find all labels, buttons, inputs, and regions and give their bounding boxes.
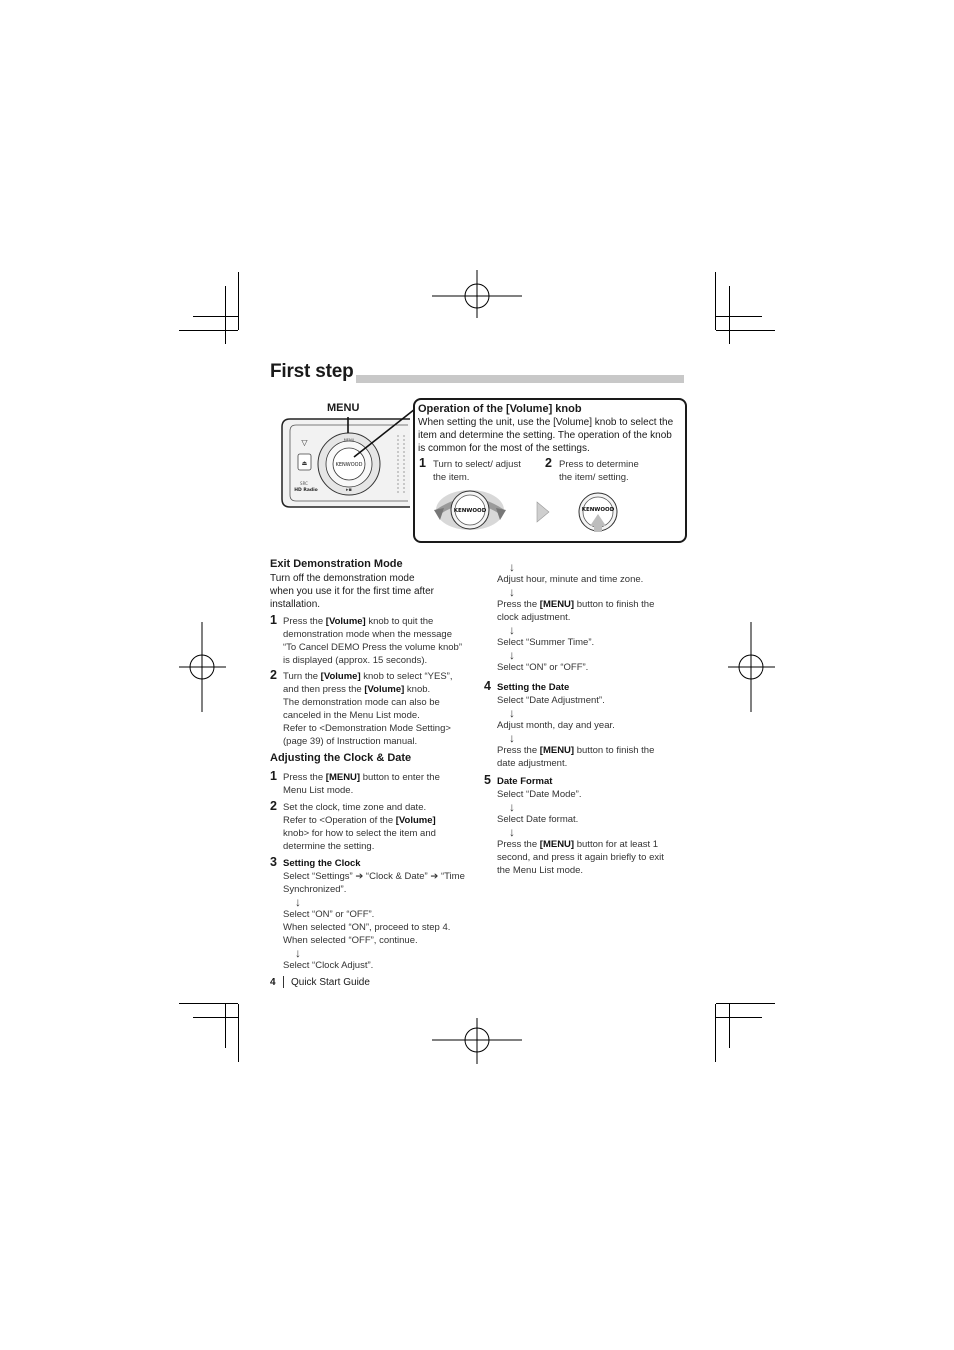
- down-arrow-icon: ↓: [509, 623, 515, 637]
- down-arrow-icon: ↓: [509, 731, 515, 745]
- clock-step-2-text: Set the clock, time zone and date. Refer to <Operation of the [Volume] knob> for how to select the item and determine the setting.: [283, 802, 436, 852]
- down-arrow-icon: ↓: [509, 825, 515, 839]
- svg-text:MENU: MENU: [343, 438, 355, 442]
- clock-continued-text: ↓ Adjust hour, minute and time zone. ↓ Press the [MENU] button to finish the clock adjustment. ↓ Select “Summer Time”. ↓ Select “ON” or “OFF”.: [497, 560, 655, 673]
- clock-step-1-text: Press the [MENU] button to enter the Menu List mode.: [283, 772, 440, 796]
- exit-demo-intro: Turn off the demonstration mode when you use it for the first time after installation.: [270, 573, 434, 610]
- footer-label: Quick Start Guide: [291, 977, 370, 988]
- svg-text:SRC: SRC: [300, 481, 308, 486]
- svg-text:KENWOOD: KENWOOD: [335, 462, 363, 468]
- clock-heading: Adjusting the Clock & Date: [270, 752, 412, 764]
- op-step-2-number: 2: [545, 456, 552, 470]
- footer-divider: [283, 976, 284, 988]
- clock-step-1-number: 1: [270, 769, 277, 783]
- page-number: 4: [270, 977, 276, 988]
- exit-step-1-text: Press the [Volume] knob to quit the demonstration mode when the message “To Cancel DEMO Press the volume knob” is displayed (approx. 15 seconds).: [283, 616, 462, 666]
- down-arrow-icon: ↓: [509, 706, 515, 720]
- knob-illustrations: [432, 484, 622, 536]
- clock-step-4-text: Setting the Date Select “Date Adjustment”. ↓ Adjust month, day and year. ↓ Press the [MENU] button to finish the date adjustment.: [497, 682, 655, 769]
- exit-step-2-number: 2: [270, 668, 277, 682]
- stereo-faceplate-figure: [280, 395, 415, 510]
- operation-text: When setting the unit, use the [Volume] knob to select the item and determine the setting. The operation of the knob is common for the most of the settings.: [418, 417, 674, 454]
- clock-step-5-text: Date Format Select “Date Mode”. ↓ Select Date format. ↓ Press the [MENU] button for at least 1 second, and press it again briefly to exit the Menu List mode.: [497, 776, 664, 876]
- down-arrow-icon: ↓: [509, 560, 515, 574]
- svg-text:▽: ▽: [301, 438, 308, 447]
- page-title: First step: [270, 361, 354, 382]
- brand-logo-right: KENWOOD: [581, 507, 615, 513]
- svg-text:▸▪: ▸▪: [346, 487, 352, 493]
- exit-demo-heading: Exit Demonstration Mode: [270, 558, 403, 570]
- down-arrow-icon: ↓: [295, 895, 301, 909]
- clock-step-2-number: 2: [270, 799, 277, 813]
- operation-title: Operation of the [Volume] knob: [418, 403, 582, 415]
- svg-text:⏏: ⏏: [301, 460, 308, 467]
- down-arrow-icon: ↓: [509, 648, 515, 662]
- down-arrow-icon: ↓: [295, 946, 301, 960]
- exit-step-1-number: 1: [270, 613, 277, 627]
- op-step-1-text: Turn to select/ adjust the item.: [433, 459, 521, 483]
- down-arrow-icon: ↓: [509, 800, 515, 814]
- op-step-1-number: 1: [419, 456, 426, 470]
- svg-text:HD Radio: HD Radio: [294, 488, 318, 493]
- clock-step-5-number: 5: [484, 773, 491, 787]
- clock-step-4-number: 4: [484, 679, 491, 693]
- menu-label: MENU: [327, 402, 360, 414]
- clock-step-3-text: Setting the Clock Select “Settings” ➔ “Clock & Date” ➔ “Time Synchronized”. ↓ Select “ON” or “OFF”. When selected “ON”, proceed to step 4. When selected “OFF”, continue. ↓ Select “Clock Adjust”.: [283, 858, 465, 971]
- brand-logo-left: KENWOOD: [453, 508, 487, 514]
- exit-step-2-text: Turn the [Volume] knob to select “YES”, and then press the [Volume] knob. The demonstration mode can also be canceled in the Menu List mode. Refer to <Demonstration Mode Setting> (page 39) of Instruction manual.: [283, 671, 453, 747]
- down-arrow-icon: ↓: [509, 585, 515, 599]
- clock-step-3-number: 3: [270, 855, 277, 869]
- op-step-2-text: Press to determine the item/ setting.: [559, 459, 639, 483]
